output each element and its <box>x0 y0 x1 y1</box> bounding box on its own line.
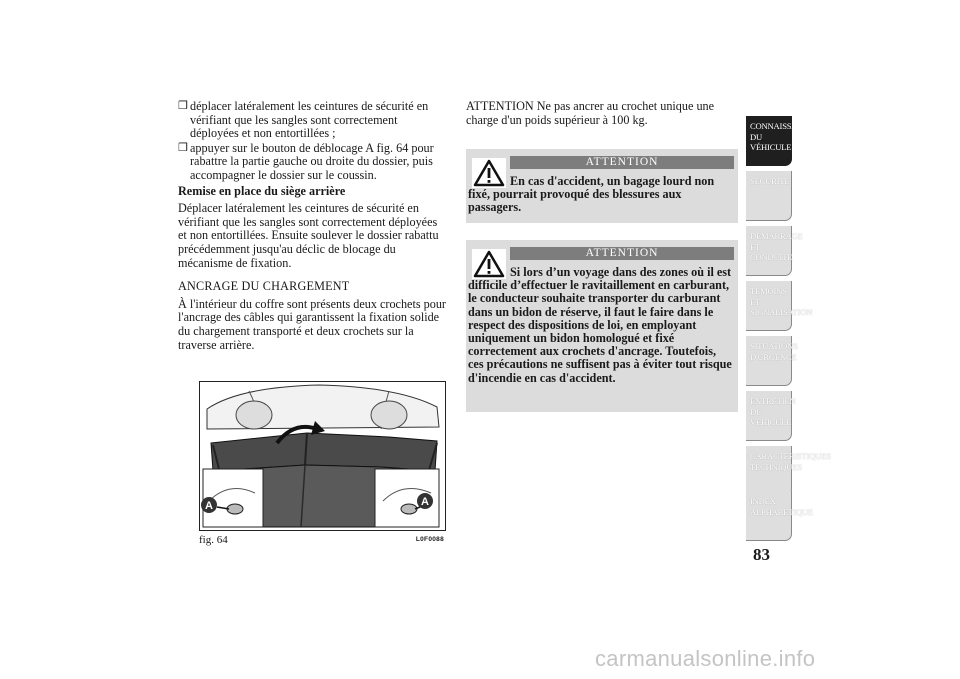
figure-caption <box>199 534 446 546</box>
tab-label: SÉCURITÉ <box>750 176 790 186</box>
checkbox-bullet-icon: ❒ <box>178 100 188 112</box>
callout-a-left: A <box>205 500 213 512</box>
warning-box <box>466 149 738 223</box>
tab-label: ENTRETIEN DU VÉHICULE <box>750 396 796 427</box>
warning-title: ATTENTION <box>510 156 734 169</box>
bullet-item <box>178 142 446 183</box>
tab-index-alphabetique[interactable] <box>746 491 814 541</box>
attention-intro: ATTENTION Ne pas ancrer au crochet unique une charge d'un poids supérieur à 100 kg. <box>466 99 715 127</box>
tab-label: DÉMARRAGE ET CONDUITE <box>750 231 803 262</box>
tab-label: INDEX ALPHABETIQUE <box>750 496 814 517</box>
warning-text: Si lors d’un voyage dans des zones où il est difficile d’effectuer le ravitaillement en carburant, le conducteur souhaite transporter du carburant dans un bidon de réserve, il faut le faire dans le respect des dispositions de loi, en employant uniquement un bidon homologué et fixé correctement aux crochets d'ancrage. Toutefois, ces précautions ne suffisent pas à éviter tout risque d'incendie en cas d'accident. <box>468 265 732 385</box>
tab-label: SITUATIONS D'URGENCE <box>750 341 798 362</box>
tab-temoins-et-signalisation[interactable] <box>746 281 813 331</box>
section-heading: ANCRAGE DU CHARGEMENT <box>178 279 350 294</box>
bullet-text: déplacer latéralement les ceintures de sécurité en vérifiant que les sangles sont correctement déployées et non entortillées ; <box>190 99 429 141</box>
figure-code: L0F0088 <box>415 536 444 543</box>
rear-seat-drawing <box>199 381 446 531</box>
callout-a-right: A <box>421 496 429 508</box>
tab-connaissance-du-vehicule[interactable] <box>746 116 814 166</box>
tab-entretien-du-vehicule[interactable] <box>746 391 796 441</box>
tab-label: CARACTÉRISTIQUES TECHNIQUES <box>750 451 831 472</box>
tab-label: TEMOINS ET SIGNALISATION <box>750 286 813 317</box>
subheading: Remise en place du siège arrière <box>178 183 346 198</box>
figure-label: fig. 64 <box>199 534 228 546</box>
checkbox-bullet-icon: ❒ <box>178 141 188 154</box>
figure-rear-seat-illustration <box>199 381 446 531</box>
warning-box <box>466 240 738 412</box>
tab-caracteristiques-techniques[interactable] <box>746 446 831 496</box>
page-number: 83 <box>753 545 770 564</box>
bullet-item <box>178 100 446 141</box>
warning-title: ATTENTION <box>510 247 734 260</box>
watermark[interactable]: carmanualsonline.info <box>595 646 816 671</box>
warning-text: En cas d'accident, un bagage lourd non fixé, pourrait provoqué des blessures aux passagers. <box>468 174 715 215</box>
paragraph: Déplacer latéralement les ceintures de sécurité en vérifiant que les sangles sont correctement déployées et non entortillées. Ensuite soulever le dossier rabattu précédemment jusqu'au déclic de blocage du mécanisme de fixation. <box>178 201 439 270</box>
tab-demarrage-et-conduite[interactable] <box>746 226 803 276</box>
tab-label: CONNAISSANCE DU VÉHICULE <box>750 121 814 152</box>
tab-securite[interactable] <box>746 171 792 221</box>
tab-situations-d-urgence[interactable] <box>746 336 798 386</box>
right-column <box>466 100 738 127</box>
left-column <box>178 100 446 352</box>
paragraph: À l'intérieur du coffre sont présents deux crochets pour l'ancrage des câbles qui garantissent la fixation solide du chargement transporté et deux crochets sur la traverse arrière. <box>178 296 446 352</box>
bullet-text: appuyer sur le bouton de déblocage A fig. 64 pour rabattre la partie gauche ou droite du dossier, puis accompagner le dossier sur le coussin. <box>190 140 434 182</box>
